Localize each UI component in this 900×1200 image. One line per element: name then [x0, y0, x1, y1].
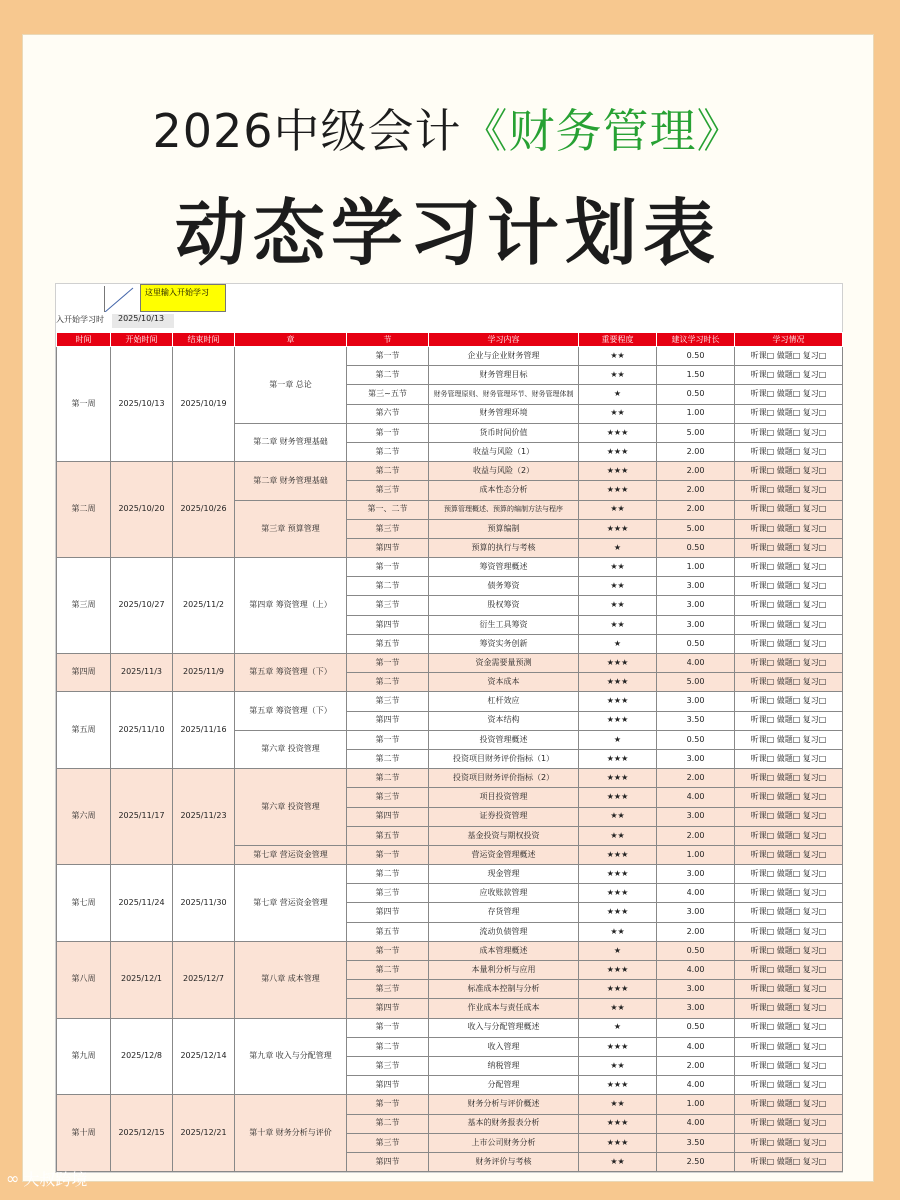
importance-cell: ★★★	[579, 769, 657, 788]
start-date-input[interactable]: 2025/10/13	[112, 314, 174, 328]
content-cell: 流动负债管理	[429, 922, 579, 941]
status-cell: 听课□ 做题□ 复习□	[735, 1133, 843, 1152]
duration-cell: 0.50	[657, 538, 735, 557]
status-cell: 听课□ 做题□ 复习□	[735, 481, 843, 500]
importance-cell: ★★★	[579, 519, 657, 538]
section-cell: 第四节	[347, 807, 429, 826]
chapter-cell: 第三章 预算管理	[235, 500, 347, 558]
week-cell: 第五周	[57, 692, 111, 769]
duration-cell: 3.50	[657, 1133, 735, 1152]
section-cell: 第三节	[347, 788, 429, 807]
content-cell: 企业与企业财务管理	[429, 347, 579, 366]
section-cell: 第三~五节	[347, 385, 429, 404]
week-cell: 第十周	[57, 1095, 111, 1172]
table-row	[57, 558, 843, 577]
table-row	[57, 769, 843, 788]
section-cell: 第四节	[347, 1076, 429, 1095]
chapter-cell: 第七章 营运资金管理	[235, 865, 347, 942]
end-date-cell: 2025/12/14	[173, 1018, 235, 1095]
section-cell: 第二节	[347, 442, 429, 461]
start-date-cell: 2025/11/24	[111, 865, 173, 942]
duration-cell: 3.50	[657, 711, 735, 730]
section-cell: 第二节	[347, 577, 429, 596]
poster-title-line2: 动态学习计划表	[174, 191, 721, 275]
end-date-cell: 2025/11/9	[173, 654, 235, 692]
status-cell: 听课□ 做题□ 复习□	[735, 788, 843, 807]
section-cell: 第一、二节	[347, 500, 429, 519]
status-cell: 听课□ 做题□ 复习□	[735, 826, 843, 845]
content-cell: 预算的执行与考核	[429, 538, 579, 557]
content-cell: 收益与风险（2）	[429, 462, 579, 481]
content-cell: 应收账款管理	[429, 884, 579, 903]
duration-cell: 3.00	[657, 577, 735, 596]
status-cell: 听课□ 做题□ 复习□	[735, 1114, 843, 1133]
section-cell: 第四节	[347, 615, 429, 634]
status-cell: 听课□ 做题□ 复习□	[735, 865, 843, 884]
importance-cell: ★★	[579, 577, 657, 596]
status-cell: 听课□ 做题□ 复习□	[735, 673, 843, 692]
start-date-cell: 2025/10/13	[111, 347, 173, 462]
start-date-label: 入开始学习时	[56, 315, 104, 324]
status-cell: 听课□ 做题□ 复习□	[735, 1056, 843, 1075]
duration-cell: 4.00	[657, 1076, 735, 1095]
duration-cell: 3.00	[657, 903, 735, 922]
duration-cell: 0.50	[657, 634, 735, 653]
duration-cell: 0.50	[657, 347, 735, 366]
duration-cell: 2.00	[657, 1056, 735, 1075]
section-cell: 第四节	[347, 999, 429, 1018]
content-cell: 现金管理	[429, 865, 579, 884]
content-cell: 债务筹资	[429, 577, 579, 596]
duration-cell: 2.00	[657, 462, 735, 481]
watermark	[6, 1167, 87, 1190]
duration-cell: 3.00	[657, 692, 735, 711]
section-cell: 第二节	[347, 366, 429, 385]
content-cell: 资本结构	[429, 711, 579, 730]
section-cell: 第二节	[347, 961, 429, 980]
chapter-cell: 第五章 筹资管理（下）	[235, 692, 347, 730]
poster-title-line1	[23, 95, 873, 161]
status-cell: 听课□ 做题□ 复习□	[735, 749, 843, 768]
importance-cell: ★★★	[579, 442, 657, 461]
status-cell: 听课□ 做题□ 复习□	[735, 347, 843, 366]
duration-cell: 4.00	[657, 961, 735, 980]
importance-cell: ★★	[579, 922, 657, 941]
content-cell: 财务分析与评价概述	[429, 1095, 579, 1114]
chapter-cell: 第一章 总论	[235, 347, 347, 424]
section-cell: 第二节	[347, 462, 429, 481]
content-cell: 本量利分析与应用	[429, 961, 579, 980]
importance-cell: ★	[579, 730, 657, 749]
week-cell: 第七周	[57, 865, 111, 942]
week-cell: 第八周	[57, 941, 111, 1018]
status-cell: 听课□ 做题□ 复习□	[735, 1095, 843, 1114]
content-cell: 投资项目财务评价指标（2）	[429, 769, 579, 788]
status-cell: 听课□ 做题□ 复习□	[735, 845, 843, 864]
status-cell: 听课□ 做题□ 复习□	[735, 999, 843, 1018]
status-cell: 听课□ 做题□ 复习□	[735, 884, 843, 903]
chapter-cell: 第十章 财务分析与评价	[235, 1095, 347, 1172]
duration-cell: 4.00	[657, 884, 735, 903]
duration-cell: 0.50	[657, 1018, 735, 1037]
duration-cell: 5.00	[657, 673, 735, 692]
table-row	[57, 654, 843, 673]
content-cell: 财务管理原则、财务管理环节、财务管理体制	[429, 385, 579, 404]
content-cell: 杠杆效应	[429, 692, 579, 711]
end-date-cell: 2025/10/26	[173, 462, 235, 558]
duration-cell: 3.00	[657, 807, 735, 826]
end-date-cell: 2025/11/30	[173, 865, 235, 942]
status-cell: 听课□ 做题□ 复习□	[735, 366, 843, 385]
importance-cell: ★★★	[579, 961, 657, 980]
importance-cell: ★★	[579, 596, 657, 615]
importance-cell: ★★★	[579, 788, 657, 807]
content-cell: 收益与风险（1）	[429, 442, 579, 461]
chapter-cell: 第八章 成本管理	[235, 941, 347, 1018]
duration-cell: 3.00	[657, 749, 735, 768]
section-cell: 第三节	[347, 692, 429, 711]
importance-cell: ★★★	[579, 481, 657, 500]
section-cell: 第一节	[347, 845, 429, 864]
start-date-cell: 2025/11/17	[111, 769, 173, 865]
section-cell: 第三节	[347, 980, 429, 999]
status-cell: 听课□ 做题□ 复习□	[735, 711, 843, 730]
content-cell: 上市公司财务分析	[429, 1133, 579, 1152]
status-cell: 听课□ 做题□ 复习□	[735, 577, 843, 596]
watermark-logo-icon: ∞	[6, 1169, 20, 1188]
content-cell: 纳税管理	[429, 1056, 579, 1075]
plan-table	[56, 332, 843, 1172]
chapter-cell: 第二章 财务管理基础	[235, 423, 347, 461]
importance-cell: ★★	[579, 1056, 657, 1075]
section-cell: 第二节	[347, 1037, 429, 1056]
importance-cell: ★	[579, 941, 657, 960]
content-cell: 存货管理	[429, 903, 579, 922]
start-date-cell: 2025/11/3	[111, 654, 173, 692]
start-date-cell: 2025/11/10	[111, 692, 173, 769]
status-cell: 听课□ 做题□ 复习□	[735, 922, 843, 941]
duration-cell: 3.00	[657, 596, 735, 615]
chapter-cell: 第七章 营运资金管理	[235, 845, 347, 864]
importance-cell: ★	[579, 385, 657, 404]
importance-cell: ★★★	[579, 884, 657, 903]
importance-cell: ★	[579, 538, 657, 557]
section-cell: 第三节	[347, 519, 429, 538]
importance-cell: ★★★	[579, 980, 657, 999]
week-cell: 第六周	[57, 769, 111, 865]
start-date-cell: 2025/12/15	[111, 1095, 173, 1172]
status-cell: 听课□ 做题□ 复习□	[735, 500, 843, 519]
duration-cell: 4.00	[657, 788, 735, 807]
importance-cell: ★★	[579, 999, 657, 1018]
importance-cell: ★★	[579, 500, 657, 519]
status-cell: 听课□ 做题□ 复习□	[735, 519, 843, 538]
duration-cell: 1.50	[657, 366, 735, 385]
status-cell: 听课□ 做题□ 复习□	[735, 769, 843, 788]
table-row	[57, 1095, 843, 1114]
duration-cell: 4.00	[657, 1114, 735, 1133]
start-date-cell: 2025/10/27	[111, 558, 173, 654]
section-cell: 第三节	[347, 1133, 429, 1152]
status-cell: 听课□ 做题□ 复习□	[735, 558, 843, 577]
content-cell: 预算管理概述、预算的编制方法与程序	[429, 500, 579, 519]
content-cell: 证券投资管理	[429, 807, 579, 826]
content-cell: 筹资实务创新	[429, 634, 579, 653]
week-cell: 第二周	[57, 462, 111, 558]
table-body	[57, 347, 843, 1172]
section-cell: 第一节	[347, 941, 429, 960]
section-cell: 第四节	[347, 538, 429, 557]
status-cell: 听课□ 做题□ 复习□	[735, 442, 843, 461]
status-cell: 听课□ 做题□ 复习□	[735, 1152, 843, 1171]
importance-cell: ★★	[579, 558, 657, 577]
status-cell: 听课□ 做题□ 复习□	[735, 385, 843, 404]
table-row	[57, 692, 843, 711]
duration-cell: 5.00	[657, 519, 735, 538]
chapter-cell: 第四章 筹资管理（上）	[235, 558, 347, 654]
duration-cell: 4.00	[657, 654, 735, 673]
duration-cell: 2.00	[657, 442, 735, 461]
column-header: 重要程度	[579, 333, 657, 347]
importance-cell: ★★★	[579, 462, 657, 481]
chapter-cell: 第二章 财务管理基础	[235, 462, 347, 500]
content-cell: 投资管理概述	[429, 730, 579, 749]
content-cell: 标准成本控制与分析	[429, 980, 579, 999]
content-cell: 财务管理环境	[429, 404, 579, 423]
status-cell: 听课□ 做题□ 复习□	[735, 730, 843, 749]
table-row	[57, 865, 843, 884]
importance-cell: ★★★	[579, 423, 657, 442]
section-cell: 第一节	[347, 730, 429, 749]
status-cell: 听课□ 做题□ 复习□	[735, 462, 843, 481]
importance-cell: ★★	[579, 1152, 657, 1171]
content-cell: 营运资金管理概述	[429, 845, 579, 864]
importance-cell: ★	[579, 1018, 657, 1037]
study-plan-spreadsheet	[55, 283, 843, 1173]
duration-cell: 0.50	[657, 385, 735, 404]
chapter-cell: 第六章 投资管理	[235, 769, 347, 846]
section-cell: 第一节	[347, 1018, 429, 1037]
status-cell: 听课□ 做题□ 复习□	[735, 1076, 843, 1095]
content-cell: 衍生工具筹资	[429, 615, 579, 634]
week-cell: 第三周	[57, 558, 111, 654]
duration-cell: 2.00	[657, 481, 735, 500]
importance-cell: ★★	[579, 404, 657, 423]
importance-cell: ★★	[579, 366, 657, 385]
status-cell: 听课□ 做题□ 复习□	[735, 538, 843, 557]
duration-cell: 3.00	[657, 865, 735, 884]
importance-cell: ★★★	[579, 865, 657, 884]
end-date-cell: 2025/10/19	[173, 347, 235, 462]
importance-cell: ★★★	[579, 692, 657, 711]
duration-cell: 1.00	[657, 845, 735, 864]
chapter-cell: 第九章 收入与分配管理	[235, 1018, 347, 1095]
end-date-cell: 2025/12/7	[173, 941, 235, 1018]
section-cell: 第二节	[347, 1114, 429, 1133]
end-date-cell: 2025/12/21	[173, 1095, 235, 1172]
end-date-cell: 2025/11/16	[173, 692, 235, 769]
column-header: 学习内容	[429, 333, 579, 347]
content-cell: 项目投资管理	[429, 788, 579, 807]
end-date-cell: 2025/11/23	[173, 769, 235, 865]
section-cell: 第一节	[347, 347, 429, 366]
status-cell: 听课□ 做题□ 复习□	[735, 654, 843, 673]
content-cell: 收入管理	[429, 1037, 579, 1056]
importance-cell: ★★★	[579, 1076, 657, 1095]
duration-cell: 3.00	[657, 615, 735, 634]
section-cell: 第三节	[347, 1056, 429, 1075]
section-cell: 第一节	[347, 1095, 429, 1114]
importance-cell: ★	[579, 634, 657, 653]
importance-cell: ★★★	[579, 903, 657, 922]
diagonal-arrow-icon	[104, 286, 134, 312]
duration-cell: 4.00	[657, 1037, 735, 1056]
duration-cell: 2.00	[657, 500, 735, 519]
importance-cell: ★★★	[579, 1037, 657, 1056]
column-header: 结束时间	[173, 333, 235, 347]
content-cell: 财务评价与考核	[429, 1152, 579, 1171]
week-cell: 第九周	[57, 1018, 111, 1095]
week-cell: 第一周	[57, 347, 111, 462]
section-cell: 第三节	[347, 481, 429, 500]
table-row	[57, 462, 843, 481]
importance-cell: ★★	[579, 807, 657, 826]
start-input-area	[56, 284, 842, 332]
duration-cell: 2.00	[657, 826, 735, 845]
column-header: 建议学习时长	[657, 333, 735, 347]
section-cell: 第四节	[347, 711, 429, 730]
content-cell: 基本的财务报表分析	[429, 1114, 579, 1133]
duration-cell: 0.50	[657, 730, 735, 749]
section-cell: 第五节	[347, 634, 429, 653]
column-header: 章	[235, 333, 347, 347]
duration-cell: 1.00	[657, 1095, 735, 1114]
start-date-cell: 2025/10/20	[111, 462, 173, 558]
section-cell: 第四节	[347, 903, 429, 922]
poster-card	[22, 34, 874, 1182]
duration-cell: 3.00	[657, 980, 735, 999]
content-cell: 资本成本	[429, 673, 579, 692]
status-cell: 听课□ 做题□ 复习□	[735, 615, 843, 634]
chapter-cell: 第六章 投资管理	[235, 730, 347, 768]
status-cell: 听课□ 做题□ 复习□	[735, 941, 843, 960]
content-cell: 收入与分配管理概述	[429, 1018, 579, 1037]
duration-cell: 2.00	[657, 769, 735, 788]
importance-cell: ★★★	[579, 673, 657, 692]
section-cell: 第二节	[347, 749, 429, 768]
section-cell: 第五节	[347, 826, 429, 845]
table-row	[57, 1018, 843, 1037]
title-book-name: 《财务管理》	[461, 104, 744, 158]
table-row	[57, 941, 843, 960]
end-date-cell: 2025/11/2	[173, 558, 235, 654]
chapter-cell: 第五章 筹资管理（下）	[235, 654, 347, 692]
section-cell: 第一节	[347, 654, 429, 673]
importance-cell: ★★	[579, 347, 657, 366]
duration-cell: 1.00	[657, 558, 735, 577]
importance-cell: ★★	[579, 1095, 657, 1114]
status-cell: 听课□ 做题□ 复习□	[735, 634, 843, 653]
status-cell: 听课□ 做题□ 复习□	[735, 404, 843, 423]
week-cell: 第四周	[57, 654, 111, 692]
content-cell: 预算编制	[429, 519, 579, 538]
table-header-row	[57, 333, 843, 347]
title-prefix: 2026中级会计	[152, 104, 462, 158]
status-cell: 听课□ 做题□ 复习□	[735, 692, 843, 711]
column-header: 开始时间	[111, 333, 173, 347]
duration-cell: 3.00	[657, 999, 735, 1018]
duration-cell: 2.50	[657, 1152, 735, 1171]
content-cell: 分配管理	[429, 1076, 579, 1095]
section-cell: 第三节	[347, 596, 429, 615]
importance-cell: ★★★	[579, 654, 657, 673]
content-cell: 股权筹资	[429, 596, 579, 615]
watermark-text: 大叔跨境	[23, 1170, 88, 1189]
content-cell: 资金需要量预测	[429, 654, 579, 673]
importance-cell: ★★★	[579, 845, 657, 864]
status-cell: 听课□ 做题□ 复习□	[735, 980, 843, 999]
section-cell: 第一节	[347, 423, 429, 442]
duration-cell: 2.00	[657, 922, 735, 941]
table-row	[57, 347, 843, 366]
status-cell: 听课□ 做题□ 复习□	[735, 1037, 843, 1056]
status-cell: 听课□ 做题□ 复习□	[735, 423, 843, 442]
content-cell: 作业成本与责任成本	[429, 999, 579, 1018]
status-cell: 听课□ 做题□ 复习□	[735, 807, 843, 826]
section-cell: 第二节	[347, 769, 429, 788]
importance-cell: ★★	[579, 826, 657, 845]
importance-cell: ★★★	[579, 749, 657, 768]
column-header: 学习情况	[735, 333, 843, 347]
section-cell: 第三节	[347, 884, 429, 903]
importance-cell: ★★	[579, 615, 657, 634]
duration-cell: 5.00	[657, 423, 735, 442]
status-cell: 听课□ 做题□ 复习□	[735, 961, 843, 980]
content-cell: 筹资管理概述	[429, 558, 579, 577]
section-cell: 第一节	[347, 558, 429, 577]
section-cell: 第二节	[347, 865, 429, 884]
section-cell: 第二节	[347, 673, 429, 692]
content-cell: 财务管理目标	[429, 366, 579, 385]
column-header: 节	[347, 333, 429, 347]
start-date-cell: 2025/12/8	[111, 1018, 173, 1095]
section-cell: 第五节	[347, 922, 429, 941]
content-cell: 成本管理概述	[429, 941, 579, 960]
start-date-cell: 2025/12/1	[111, 941, 173, 1018]
section-cell: 第六节	[347, 404, 429, 423]
status-cell: 听课□ 做题□ 复习□	[735, 903, 843, 922]
content-cell: 投资项目财务评价指标（1）	[429, 749, 579, 768]
column-header: 时间	[57, 333, 111, 347]
status-cell: 听课□ 做题□ 复习□	[735, 1018, 843, 1037]
content-cell: 货币时间价值	[429, 423, 579, 442]
duration-cell: 0.50	[657, 941, 735, 960]
status-cell: 听课□ 做题□ 复习□	[735, 596, 843, 615]
section-cell: 第四节	[347, 1152, 429, 1171]
content-cell: 成本性态分析	[429, 481, 579, 500]
duration-cell: 1.00	[657, 404, 735, 423]
importance-cell: ★★★	[579, 1114, 657, 1133]
start-input-hint: 这里输入开始学习	[140, 284, 226, 312]
content-cell: 基金投资与期权投资	[429, 826, 579, 845]
importance-cell: ★★★	[579, 1133, 657, 1152]
importance-cell: ★★★	[579, 711, 657, 730]
